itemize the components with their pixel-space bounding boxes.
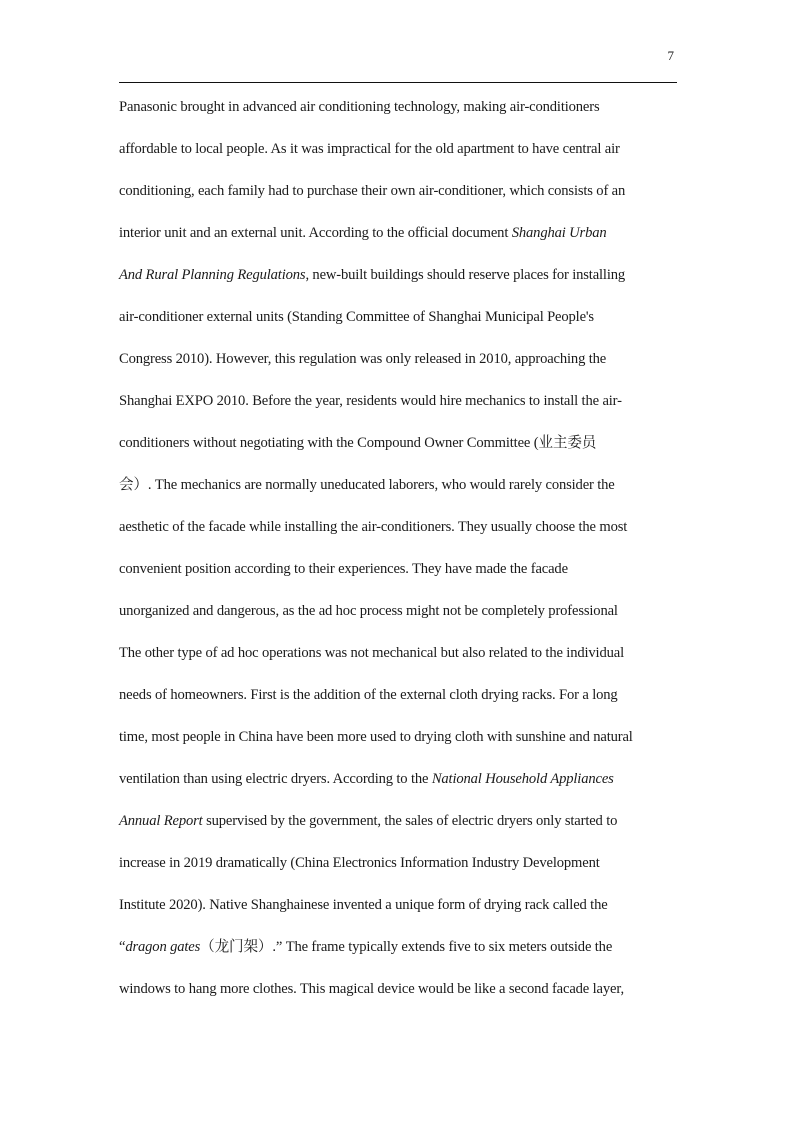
- text-line: [119, 128, 684, 170]
- text-line: [119, 758, 684, 800]
- text-line: [119, 254, 684, 296]
- text-segment: Panasonic brought in advanced air conditioning technology, making air-conditioners: [119, 99, 600, 115]
- italic-text-segment: And Rural Planning Regulations: [119, 267, 306, 283]
- text-line: [119, 170, 684, 212]
- text-segment: “: [119, 939, 126, 955]
- text-segment: , new-built buildings should reserve places for installing: [305, 267, 626, 283]
- text-segment: needs of homeowners. First is the addition of the external cloth drying racks. For a long: [119, 687, 618, 703]
- text-line: [119, 674, 684, 716]
- text-line: [119, 548, 684, 590]
- text-segment: 会）. The mechanics are normally uneducated laborers, who would rarely consider the: [119, 477, 615, 493]
- text-line: [119, 380, 684, 422]
- italic-text-segment: Shanghai Urban: [511, 225, 607, 241]
- text-line: [119, 884, 684, 926]
- text-segment: air-conditioner external units (Standing Committee of Shanghai Municipal People's: [119, 309, 594, 325]
- italic-text-segment: National Household Appliances: [431, 771, 614, 787]
- text-line: [119, 422, 684, 464]
- italic-text-segment: dragon gates: [125, 939, 201, 955]
- text-segment: affordable to local people. As it was impractical for the old apartment to have central air: [119, 141, 620, 157]
- text-segment: conditioning, each family had to purchase their own air-conditioner, which consists of an: [119, 183, 626, 199]
- text-line: [119, 338, 684, 380]
- text-line: [119, 968, 684, 1010]
- body-text: [119, 86, 684, 1010]
- text-segment: supervised by the government, the sales of electric dryers only started to: [202, 813, 618, 829]
- text-segment: Institute 2020). Native Shanghainese invented a unique form of drying rack called the: [119, 897, 608, 913]
- text-line: [119, 800, 684, 842]
- text-line: [119, 86, 684, 128]
- text-line: [119, 926, 684, 968]
- text-segment: Congress 2010). However, this regulation was only released in 2010, approaching the: [119, 351, 607, 367]
- text-line: [119, 464, 684, 506]
- text-segment: The other type of ad hoc operations was not mechanical but also related to the individual: [119, 645, 624, 661]
- text-segment: time, most people in China have been more used to drying cloth with sunshine and natural: [119, 729, 633, 745]
- text-line: [119, 506, 684, 548]
- text-segment: unorganized and dangerous, as the ad hoc process might not be completely professional: [119, 603, 618, 619]
- text-line: [119, 716, 684, 758]
- text-segment: Shanghai EXPO 2010. Before the year, residents would hire mechanics to install the air-: [119, 393, 622, 409]
- text-line: [119, 212, 684, 254]
- text-segment: windows to hang more clothes. This magical device would be like a second facade layer,: [119, 981, 624, 997]
- text-segment: aesthetic of the facade while installing the air-conditioners. They usually choose the most: [119, 519, 628, 535]
- text-line: [119, 590, 684, 632]
- italic-text-segment: Annual Report: [119, 813, 203, 829]
- page-number: 7: [667, 48, 674, 63]
- text-line: [119, 632, 684, 674]
- text-segment: ventilation than using electric dryers. According to the: [119, 771, 432, 787]
- text-segment: conditioners without negotiating with the Compound Owner Committee (业主委员: [119, 435, 597, 451]
- text-segment: increase in 2019 dramatically (China Electronics Information Industry Development: [119, 855, 600, 871]
- text-segment: （龙门架）.” The frame typically extends five to six meters outside the: [200, 939, 613, 955]
- text-line: [119, 296, 684, 338]
- text-line: [119, 842, 684, 884]
- text-segment: interior unit and an external unit. According to the official document: [119, 225, 512, 241]
- text-segment: convenient position according to their experiences. They have made the facade: [119, 561, 568, 577]
- header-rule: [119, 82, 677, 83]
